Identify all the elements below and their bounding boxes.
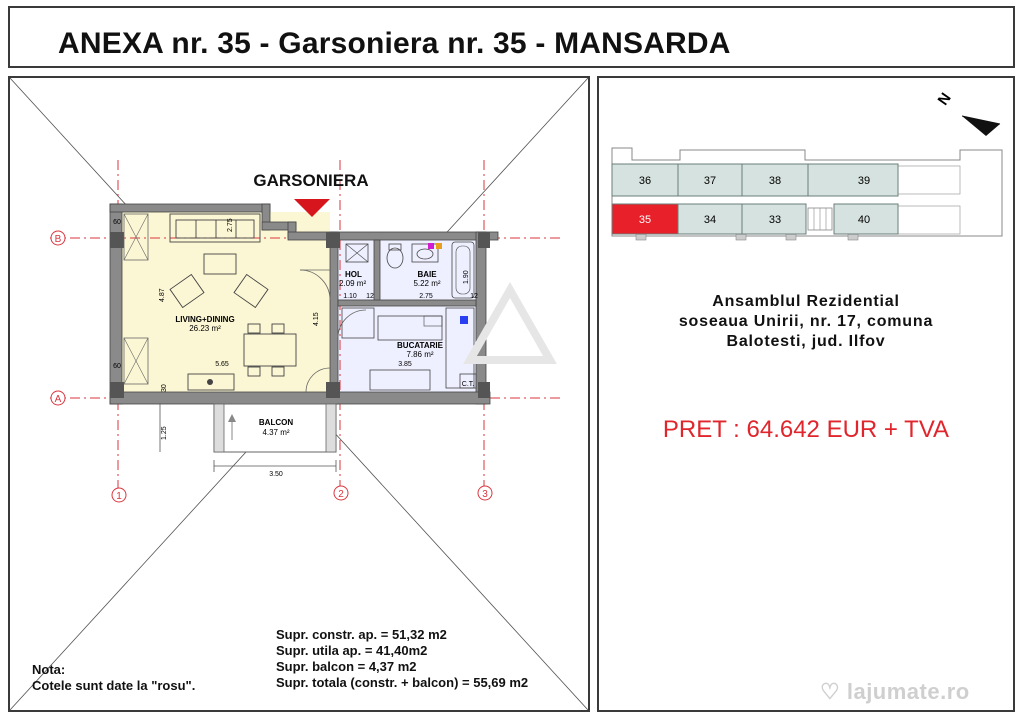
baie-name: BAIE: [417, 270, 437, 279]
unit-39: [808, 164, 898, 196]
floor-plan-drawing: [10, 78, 588, 710]
unit-37-label: 37: [703, 175, 717, 187]
dim-60-b: 60: [113, 363, 121, 370]
dim-30: 30: [161, 384, 168, 392]
heart-icon: ♡: [820, 679, 847, 704]
watermark-text: lajumate.ro: [846, 679, 970, 704]
dim-12-a: 12: [366, 293, 374, 300]
axis-1-label: 1: [116, 491, 122, 502]
price-label: PRET : 64.642 EUR + TVA: [662, 416, 950, 443]
surface-constr: Supr. constr. ap. = 51,32 m2: [276, 627, 447, 642]
project-address: [598, 292, 1014, 352]
dim-5-65: 5.65: [215, 361, 229, 368]
unit-34-label: 34: [703, 214, 717, 226]
dim-2-75: 2.75: [419, 293, 433, 300]
living-area: 26.23 m²: [189, 324, 221, 333]
unit-33-label: 33: [768, 214, 782, 226]
axis-2-label: 2: [338, 489, 344, 500]
dim-4-87: 4.87: [159, 288, 166, 302]
address-line-3: Balotesti, jud. Ilfov: [726, 333, 886, 350]
surfaces-block: [276, 627, 528, 691]
unit-40-label: 40: [857, 214, 871, 226]
baie-area: 5.22 m²: [413, 279, 441, 288]
site-plan-drawing: [599, 78, 1013, 278]
balcon-name: BALCON: [258, 418, 294, 427]
title-box: [8, 6, 1015, 68]
dim-1-10: 1.10: [343, 293, 357, 300]
unit-38-label: 38: [768, 175, 782, 187]
axis-3-label: 3: [482, 489, 488, 500]
north-arrow-icon: [962, 116, 1000, 136]
plan-heading: GARSONIERA: [253, 171, 369, 190]
dim-60-a: 60: [113, 219, 121, 226]
dim-ct: C.T.: [461, 381, 475, 388]
bucatarie-name: BUCATARIE: [397, 341, 443, 350]
watermark-logo: [820, 679, 970, 705]
axis-a-label: A: [54, 394, 62, 405]
surface-utila: Supr. utila ap. = 41,40m2: [276, 643, 428, 658]
surface-balcon: Supr. balcon = 4,37 m2: [276, 659, 417, 674]
address-line-1: Ansamblul Rezidential: [712, 293, 900, 310]
dim-3-50: 3.50: [269, 471, 283, 478]
dim-1-25: 1.25: [161, 426, 168, 440]
note-block: [32, 662, 195, 694]
dim-2-75-top: 2.75: [227, 218, 234, 232]
hol-area: 2.09 m²: [339, 279, 367, 288]
surface-totala: Supr. totala (constr. + balcon) = 55,69 m2: [276, 675, 529, 690]
dim-3-85: 3.85: [398, 361, 412, 368]
note-text: Cotele sunt date la "rosu".: [32, 678, 196, 693]
living-name: LIVING+DINING: [175, 315, 235, 324]
dim-1-90: 1.90: [463, 270, 470, 284]
note-label: Nota:: [32, 662, 66, 677]
unit-39-label: 39: [857, 175, 871, 187]
dim-4-15: 4.15: [313, 312, 320, 326]
bucatarie-area: 7.86 m²: [406, 350, 434, 359]
address-line-2: soseaua Unirii, nr. 17, comuna: [678, 313, 934, 330]
unit-36-label: 36: [638, 175, 652, 187]
axis-b-label: B: [54, 234, 62, 245]
hol-name: HOL: [345, 270, 362, 279]
balcon-area: 4.37 m²: [262, 428, 290, 437]
north-label: N: [934, 89, 955, 109]
unit-35-label: 35: [638, 214, 652, 226]
page-title: ANEXA nr. 35 - Garsoniera nr. 35 - MANSARDA: [58, 27, 731, 60]
dim-12-b: 12: [470, 293, 478, 300]
